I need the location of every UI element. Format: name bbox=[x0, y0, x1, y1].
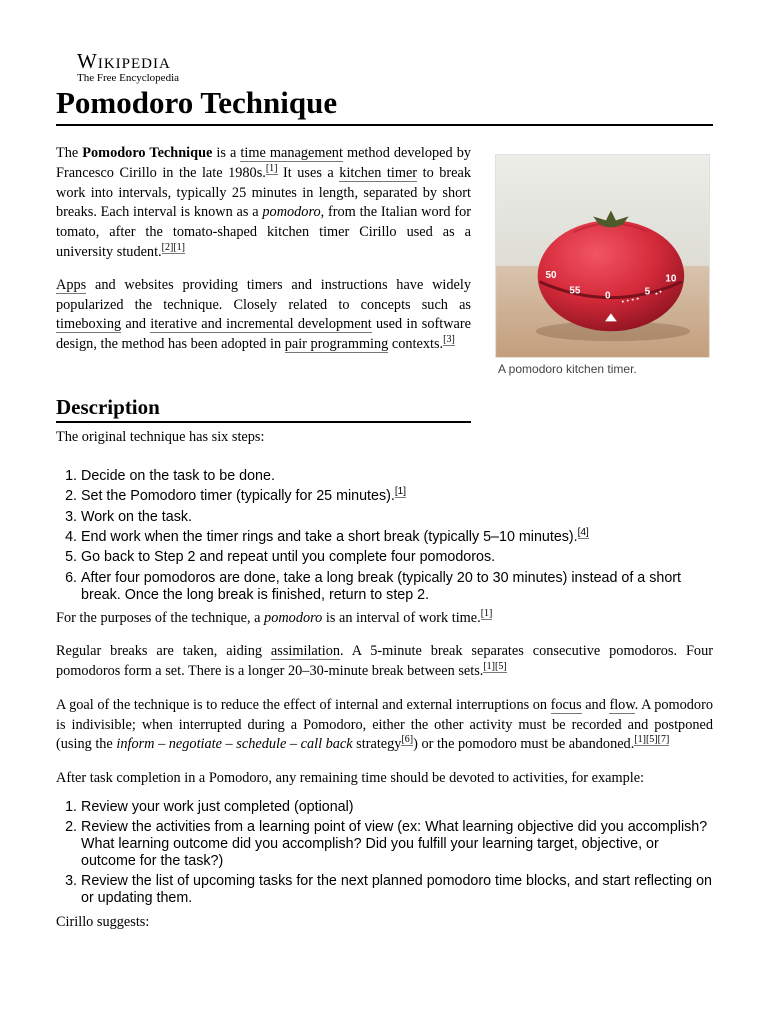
logo-tagline: The Free Encyclopedia bbox=[77, 72, 180, 84]
text: contexts. bbox=[388, 336, 444, 353]
figure-caption: A pomodoro kitchen timer. bbox=[498, 362, 637, 376]
text: and bbox=[121, 316, 151, 333]
link-pair-programming[interactable]: pair programming bbox=[284, 336, 389, 353]
citation-link[interactable]: [1][5] bbox=[483, 660, 507, 672]
list-item: 2. Set the Pomodoro timer (typically for 25 minutes).[1] bbox=[81, 488, 713, 505]
dial-label-55: 55 bbox=[569, 285, 581, 297]
citation-link[interactable]: [3] bbox=[443, 334, 455, 346]
citation-link[interactable]: [1] bbox=[265, 162, 278, 174]
text: to break work into intervals, typically 25 minutes in length, separated by short breaks. Each interval is known as a bbox=[56, 164, 471, 221]
lead-paragraph-2 bbox=[56, 276, 471, 355]
wikipedia-logo[interactable] bbox=[77, 50, 217, 84]
citation-link[interactable]: [6] bbox=[401, 734, 414, 746]
link-assimilation[interactable]: assimilation bbox=[270, 643, 341, 660]
breaks-paragraph: Regular breaks are taken, aiding assimilation. A 5-minute break separates consecutive pomodoros. Four pomodoros form a set. There is a longer 20–30-minute break between sets.[1][5] bbox=[56, 643, 713, 679]
pomodoro-timer-image[interactable] bbox=[495, 154, 710, 358]
text: and websites providing timers and instructions have widely popularized the technique. Closely related to concepts such as bbox=[56, 276, 471, 313]
page-title: Pomodoro Technique bbox=[56, 84, 713, 126]
list-item: 5. Go back to Step 2 and repeat until you complete four pomodoros. bbox=[81, 549, 713, 566]
text: , from the Italian word for tomato, after the tomato-shaped kitchen timer Cirillo used as a university student. bbox=[56, 204, 472, 260]
infobox-figure bbox=[495, 154, 710, 376]
goal-paragraph: A goal of the technique is to reduce the effect of internal and external interruptions on focus and flow. A pomodoro is indivisible; when interrupted during a Pomodoro, either the other activity must be recorded and postponed (using the inform – negotiate – schedule – call back strategy[6]) or the pomodoro must be abandoned.[1][5][7] bbox=[56, 696, 713, 753]
dial-label-10: 10 bbox=[665, 273, 677, 285]
logo-wordmark: Wikipedia bbox=[77, 49, 171, 73]
list-item: 6. After four pomodoros are done, take a long break (typically 20 to 30 minutes) instead of a short break. Once the long break is finished, return to step 2. bbox=[81, 570, 713, 604]
list-item: 3. Review the list of upcoming tasks for the next planned pomodoro time blocks, and start reflecting on or updating them. bbox=[81, 873, 713, 907]
text: It uses a bbox=[277, 164, 340, 181]
steps-intro: The original technique has six steps: bbox=[56, 429, 265, 445]
citation-link[interactable]: [1] bbox=[394, 486, 406, 498]
link-kitchen-timer[interactable]: kitchen timer bbox=[339, 164, 418, 181]
lead-paragraph-1 bbox=[56, 144, 471, 263]
after-task-intro: After task completion in a Pomodoro, any remaining time should be devoted to activities, for example: bbox=[56, 770, 645, 787]
text: The bbox=[56, 145, 83, 161]
list-item: 1. Decide on the task to be done. bbox=[81, 468, 713, 485]
purpose-paragraph: For the purposes of the technique, a pomodoro is an interval of work time.[1] bbox=[56, 608, 493, 627]
text: method developed by Francesco Cirillo in the late 1980s. bbox=[56, 145, 471, 181]
citation-link[interactable]: [4] bbox=[577, 526, 589, 538]
link-iterative-development[interactable]: iterative and incremental development bbox=[150, 316, 372, 333]
citation-link[interactable]: [1] bbox=[480, 608, 493, 620]
citation-link[interactable]: [1][5][7] bbox=[634, 734, 670, 746]
cirillo-suggests: Cirillo suggests: bbox=[56, 913, 150, 930]
strategy-name: inform – negotiate – schedule – call back bbox=[116, 736, 353, 753]
text: used in software design, the method has been adopted in bbox=[56, 316, 471, 353]
dial-label-50: 50 bbox=[545, 269, 557, 281]
section-heading-description: Description bbox=[56, 394, 471, 423]
term-pomodoro: pomodoro bbox=[262, 204, 321, 221]
list-item: 1. Review your work just completed (optional) bbox=[81, 799, 713, 816]
link-time-management[interactable]: time management bbox=[240, 145, 343, 161]
term-pomodoro: pomodoro bbox=[264, 610, 323, 627]
lead-section bbox=[56, 144, 471, 355]
text: is a bbox=[212, 145, 241, 161]
citation-link[interactable]: [2][1] bbox=[161, 241, 185, 253]
after-task-list bbox=[56, 799, 713, 907]
article-subject: Pomodoro Technique bbox=[82, 145, 213, 161]
list-item: 2. Review the activities from a learning point of view (ex: What learning objective did you accomplish? What learning outcome did you accomplish? Did you fulfill your learning target, objective, or outcome for the task?) bbox=[81, 819, 713, 869]
list-item: 3. Work on the task. bbox=[81, 509, 713, 526]
description-section bbox=[56, 428, 713, 947]
dial-label-0: 0 bbox=[604, 290, 611, 302]
link-flow[interactable]: flow bbox=[609, 696, 635, 713]
dial-label-5: 5 bbox=[644, 286, 651, 298]
link-apps[interactable]: Apps bbox=[56, 276, 87, 293]
list-item: 4. End work when the timer rings and take a short break (typically 5–10 minutes).[4] bbox=[81, 529, 713, 546]
link-focus[interactable]: focus bbox=[550, 696, 582, 713]
steps-list bbox=[56, 468, 713, 604]
link-timeboxing[interactable]: timeboxing bbox=[56, 316, 122, 333]
